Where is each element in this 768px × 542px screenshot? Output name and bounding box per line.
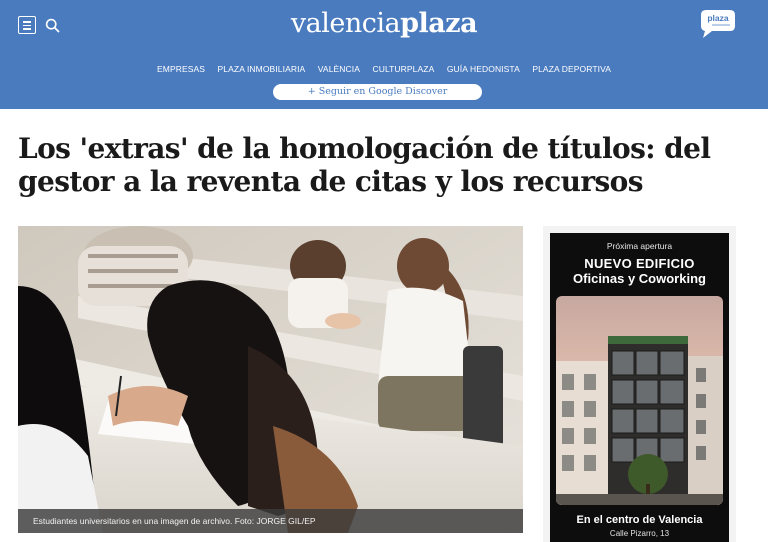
nav-plaza-inmobiliaria[interactable]: PLAZA INMOBILIARIA [217,64,306,74]
logo-bold-text: plaza [400,8,478,39]
nav-empresas[interactable]: EMPRESAS [157,64,206,74]
advertisement[interactable] [550,233,729,542]
site-logo[interactable] [0,8,768,39]
ad-building-image [556,296,723,505]
nav-culturplaza[interactable]: CULTURPLAZA [372,64,435,74]
building-illustration [556,296,723,505]
main-nav [0,64,768,74]
badge-text: plaza [707,13,729,23]
article-headline: Los 'extras' de la homologación de títulos: del gestor a la reventa de citas y los recursos [18,132,711,198]
photo-caption: Estudiantes universitarios en una imagen de archivo. Foto: JORGE GIL/EP [18,509,523,533]
students-photo-illustration [18,226,523,533]
ad-title-line2: Oficinas y Coworking [573,271,706,286]
google-discover-button[interactable]: + Seguir en Google Discover [273,84,482,100]
site-header [0,0,768,109]
article-photo [18,226,523,533]
plaza-badge-icon[interactable] [700,9,736,39]
nav-guia-hedonista[interactable]: GUÍA HEDONISTA [446,64,520,74]
ad-kicker: Próxima apertura [606,241,673,251]
logo-light-text: valencia [290,8,401,39]
ad-location: En el centro de Valencia [576,514,703,526]
ad-address: Calle Pizarro, 13 [609,529,670,538]
nav-plaza-deportiva[interactable]: PLAZA DEPORTIVA [532,64,611,74]
nav-valencia[interactable]: VALÈNCIA [317,64,360,74]
ad-title-line1: NUEVO EDIFICIO [584,256,695,271]
